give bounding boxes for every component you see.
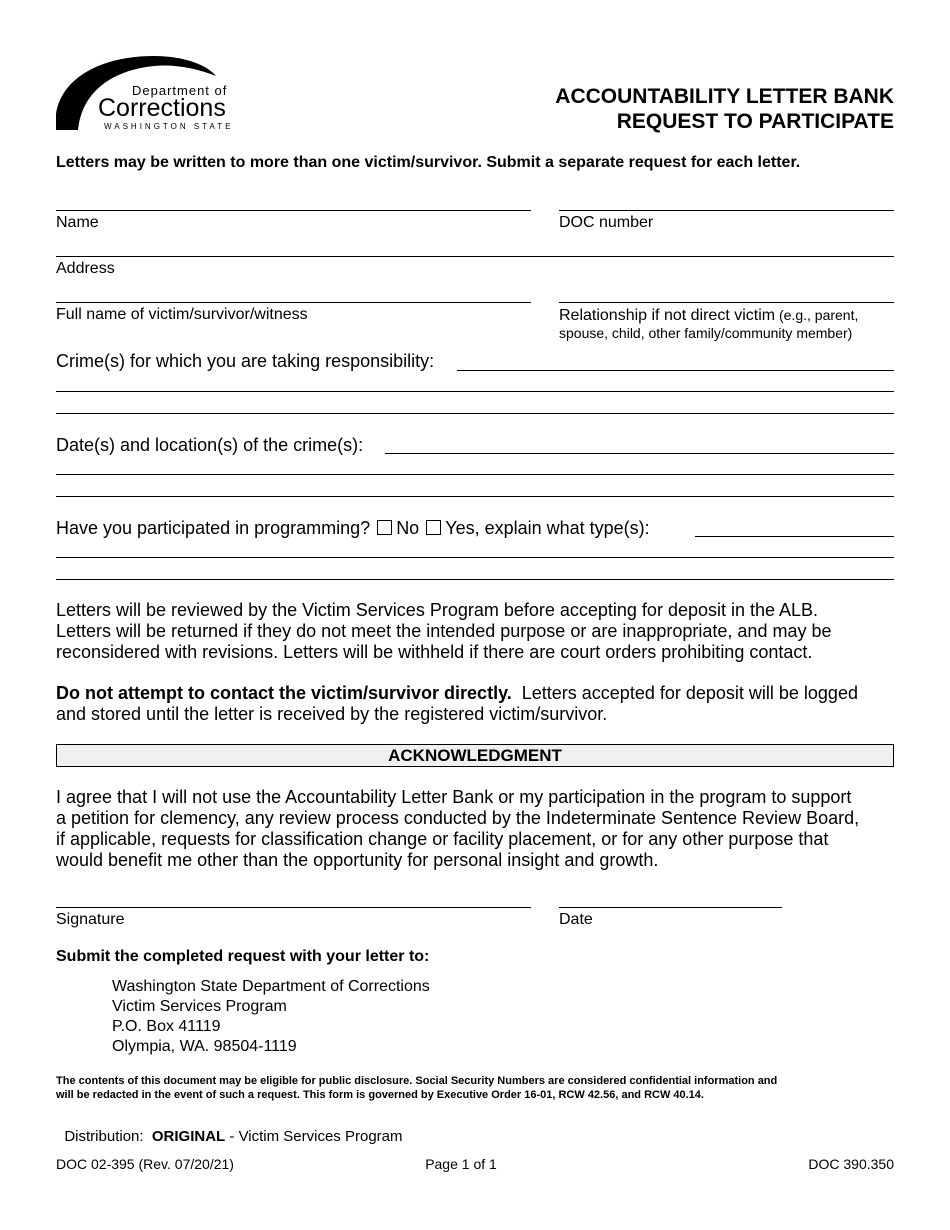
contact-line2: and stored until the letter is received by the registered victim/survivor. <box>56 704 608 724</box>
ack-line1: I agree that I will not use the Accountability Letter Bank or my participation in the program to support <box>56 787 852 807</box>
disclosure-line1: The contents of this document may be eligible for public disclosure. Social Security Numbers are considered confidential information and <box>56 1075 778 1087</box>
contact-rest: Letters accepted for deposit will be logged <box>511 683 858 703</box>
programming-field-line-3[interactable] <box>56 579 894 580</box>
intro-text: Letters may be written to more than one victim/survivor. Submit a separate request for each letter. <box>56 154 801 171</box>
logo-line1: Department of <box>132 83 228 98</box>
review-line3: reconsidered with revisions. Letters will be withheld if there are court orders prohibiting contact. <box>56 642 813 662</box>
crime-field-line-3[interactable] <box>56 413 894 414</box>
ack-line4: would benefit me other than the opportunity for personal insight and growth. <box>56 850 659 870</box>
crime-field-line-2[interactable] <box>56 391 894 392</box>
date-location-field-line-3[interactable] <box>56 496 894 497</box>
date-field-line[interactable] <box>559 907 782 908</box>
address-label: Address <box>56 260 115 277</box>
relationship-label-line2: spouse, child, other family/community member) <box>559 325 853 341</box>
name-label: Name <box>56 214 99 231</box>
signature-label: Signature <box>56 911 125 928</box>
logo-line3: WASHINGTON STATE <box>104 122 234 131</box>
acknowledgment-heading: ACKNOWLEDGMENT <box>56 744 894 767</box>
date-location-field-line-1[interactable] <box>385 453 894 454</box>
logo-line2: Corrections <box>98 94 226 122</box>
doc-logo <box>56 54 246 134</box>
submit-heading: Submit the completed request with your letter to: <box>56 948 430 965</box>
review-line1: Letters will be reviewed by the Victim Services Program before accepting for deposit in the ALB. <box>56 600 819 620</box>
distribution-original: ORIGINAL <box>151 1128 226 1145</box>
distribution-prefix: Distribution: <box>64 1128 152 1145</box>
signature-field-line[interactable] <box>56 907 531 908</box>
relationship-label-paren: (e.g., parent, <box>775 307 859 323</box>
distribution <box>56 1111 403 1145</box>
review-paragraph <box>56 600 896 663</box>
doc-number-field-line[interactable] <box>559 210 894 211</box>
date-location-label: Date(s) and location(s) of the crime(s): <box>56 435 364 455</box>
distribution-suffix: - Victim Services Program <box>225 1128 403 1145</box>
programming-label: Have you participated in programming? <box>56 518 371 538</box>
disclosure-notice <box>56 1074 777 1102</box>
address-line2: Victim Services Program <box>112 998 287 1015</box>
date-location-field-line-2[interactable] <box>56 474 894 475</box>
title-line2: REQUEST TO PARTICIPATE <box>616 110 894 133</box>
programming-field-line-2[interactable] <box>56 557 894 558</box>
relationship-label-main: Relationship if not direct victim <box>559 307 776 324</box>
review-line2: Letters will be returned if they do not meet the intended purpose or are inappropriate, and may be <box>56 621 832 641</box>
victim-name-field-line[interactable] <box>56 302 531 303</box>
address-line1: Washington State Department of Corrections <box>112 978 430 995</box>
crime-label: Crime(s) for which you are taking responsibility: <box>56 351 435 371</box>
name-field-line[interactable] <box>56 210 531 211</box>
victim-name-label: Full name of victim/survivor/witness <box>56 306 308 323</box>
crime-field-line-1[interactable] <box>457 370 894 371</box>
relationship-label <box>559 306 858 325</box>
contact-paragraph <box>56 683 896 725</box>
address-line3: P.O. Box 41119 <box>112 1018 221 1035</box>
address-field-line[interactable] <box>56 256 894 257</box>
ack-line2: a petition for clemency, any review process conducted by the Indeterminate Sentence Review Board, <box>56 808 860 828</box>
date-label: Date <box>559 911 593 928</box>
address-line4: Olympia, WA. 98504-1119 <box>112 1038 297 1055</box>
title-line1: ACCOUNTABILITY LETTER BANK <box>555 85 894 108</box>
no-checkbox[interactable] <box>377 520 392 535</box>
programming-question <box>56 518 650 538</box>
ack-line3: if applicable, requests for classification change or facility placement, or for any other purpose that <box>56 829 829 849</box>
no-label: No <box>396 518 420 538</box>
relationship-field-line[interactable] <box>559 302 894 303</box>
contact-line1 <box>56 683 896 704</box>
form-title <box>555 84 894 134</box>
footer-form-number: DOC 02-395 (Rev. 07/20/21) <box>56 1156 234 1172</box>
mailing-address <box>112 977 430 1057</box>
disclosure-line2: will be redacted in the event of such a request. This form is governed by Executive Order 16-01, RCW 42.56, and RCW 40.14. <box>56 1089 704 1101</box>
contact-warning: Do not attempt to contact the victim/survivor directly. <box>56 683 512 703</box>
acknowledgment-paragraph <box>56 787 896 871</box>
yes-checkbox[interactable] <box>426 520 441 535</box>
programming-field-line-1[interactable] <box>695 536 894 537</box>
footer-page-number: Page 1 of 1 <box>425 1156 497 1172</box>
yes-label: Yes, explain what type(s): <box>445 518 650 538</box>
doc-number-label: DOC number <box>559 214 654 231</box>
footer-policy-number: DOC 390.350 <box>808 1156 894 1172</box>
